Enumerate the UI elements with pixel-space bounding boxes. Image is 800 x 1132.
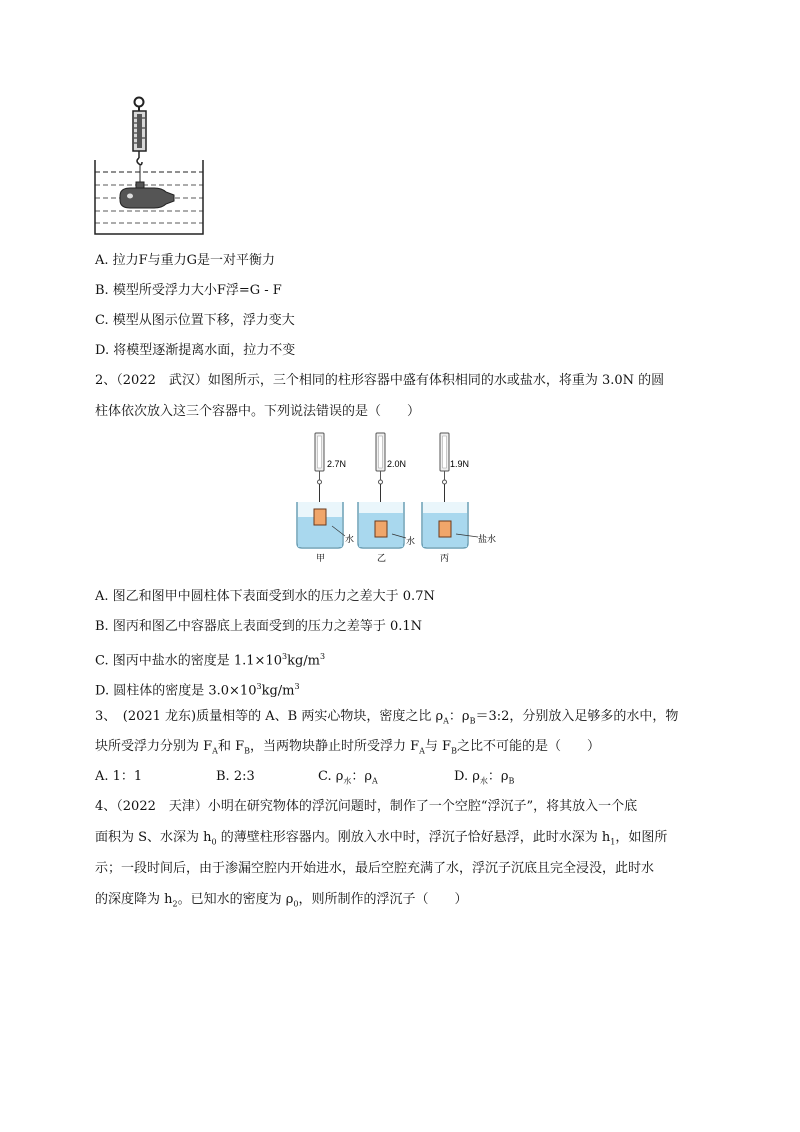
q4-stem-line3: 示；一段时间后，由于渗漏空腔内开始进水，最后空腔充满了水，浮沉子沉底且完全浸没，此时水 bbox=[95, 861, 655, 876]
q1-option-c: C. 模型从图示位置下移，浮力变大 bbox=[95, 313, 295, 328]
reading-yi: 2.0N bbox=[387, 459, 407, 469]
q3-option-c: C. $\rho_水$：$\rho_A$ bbox=[318, 769, 378, 786]
three-beakers-figure bbox=[290, 430, 530, 578]
q2-option-c: C. 图丙中盐水的密度是 $1.1\times 10^3kg/m^3$ bbox=[95, 652, 326, 669]
q3-stem-line2: 块所受浮力分别为 $F_A$和 $F_B$，当两物块静止时所受浮力 $F_A$与 $F_B$之比不可能的是（ ） bbox=[95, 739, 600, 756]
q4-stem-line2: 面积为 S、水深为 $h_0$ 的薄壁柱形容器内。刚放入水中时，浮沉子恰好悬浮，此时水深为 $h_1$，如图所 bbox=[95, 830, 668, 847]
q3-option-a: A. 1：1 bbox=[95, 769, 143, 784]
q1-option-a: A. 拉力F与重力G是一对平衡力 bbox=[95, 253, 276, 268]
q4-stem-line1: 4、（2022 天津）小明在研究物体的浮沉问题时，制作了一个空腔“浮沉子”，将其放入一个底 bbox=[95, 799, 638, 814]
beaker-bing bbox=[422, 433, 496, 563]
reading-jia: 2.7N bbox=[327, 459, 347, 469]
liquid-yi: 水 bbox=[406, 536, 416, 546]
q2-stem-line2: 柱体依次放入这三个容器中。下列说法错误的是（ ） bbox=[95, 404, 421, 419]
q3-option-b: B. 2:3 bbox=[216, 769, 255, 784]
spring-scale-submarine-figure bbox=[90, 92, 210, 242]
q2-option-a: A. 图乙和图甲中圆柱体下表面受到水的压力之差大于 0.7N bbox=[95, 589, 435, 604]
name-bing: 丙 bbox=[440, 553, 450, 563]
q3-stem-line1: 3、 (2021 龙东)质量相等的 A、B 两实心物块，密度之比 $\rho_A$：$\rho_B=3:2$，分别放入足够多的水中，物 bbox=[95, 709, 679, 726]
q2-option-d: D. 圆柱体的密度是 $3.0\times 10^3kg/m^3$ bbox=[95, 682, 300, 699]
q2-option-b: B. 图丙和图乙中容器底上表面受到的压力之差等于 0.1N bbox=[95, 619, 422, 634]
beaker-yi bbox=[358, 433, 415, 563]
q4-stem-line4: 的深度降为 $h_2$。已知水的密度为 $\rho_0$，则所制作的浮沉子（ ） bbox=[95, 892, 468, 909]
beaker-jia bbox=[297, 433, 354, 563]
liquid-bing: 盐水 bbox=[478, 534, 497, 544]
reading-bing: 1.9N bbox=[450, 459, 470, 469]
name-jia: 甲 bbox=[316, 553, 326, 563]
q3-option-d: D. $\rho_水$：$\rho_B$ bbox=[454, 769, 515, 786]
name-yi: 乙 bbox=[377, 553, 387, 563]
q2-stem-line1: 2、（2022 武汉）如图所示，三个相同的柱形容器中盛有体积相同的水或盐水，将重为 3.0N 的圆 bbox=[95, 373, 665, 388]
q1-option-d: D. 将模型逐渐提离水面，拉力不变 bbox=[95, 343, 296, 358]
liquid-jia: 水 bbox=[345, 534, 355, 544]
q1-option-b: B. 模型所受浮力大小F浮=G - F bbox=[95, 283, 282, 298]
